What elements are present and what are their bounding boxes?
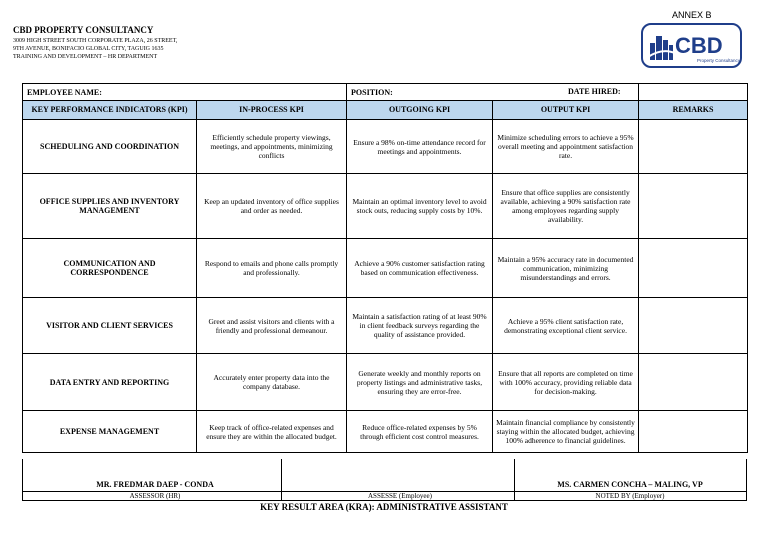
output-kpi: Ensure that all reports are completed on time with 100% accuracy, providing reliable data for decision-making. (493, 354, 639, 411)
company-name: CBD PROPERTY CONSULTANCY (13, 25, 154, 35)
in-process-kpi: Accurately enter property data into the company database. (197, 354, 347, 411)
in-process-kpi: Efficiently schedule property viewings, meetings, and appointments, minimizing conflicts (197, 120, 347, 174)
in-process-kpi: Keep track of office-related expenses and ensure they are within the allocated budget. (197, 411, 347, 453)
sign-frame-right (746, 459, 747, 501)
outgoing-kpi: Ensure a 98% on-time attendance record for meetings and appointments. (347, 120, 493, 174)
remarks-cell[interactable] (639, 120, 748, 174)
header-outgoing: OUTGOING KPI (347, 101, 493, 120)
assessee-role: ASSESSE (Employee) (368, 492, 432, 500)
table-row (23, 298, 748, 354)
output-kpi: Achieve a 95% client satisfaction rate, demonstrating exceptional client service. (493, 298, 639, 354)
noted-by-signature: MS. CARMEN CONCHA – MALING, VP (557, 480, 703, 489)
outgoing-kpi: Achieve a 90% customer satisfaction rating based on communication effectiveness. (347, 239, 493, 298)
outgoing-kpi: Generate weekly and monthly reports on property listings and administrative tasks, ensuring they are error-free. (347, 354, 493, 411)
annex-label: ANNEX B (672, 10, 712, 20)
kpi-category: OFFICE SUPPLIES AND INVENTORY MANAGEMENT (23, 174, 197, 239)
sign-divider-1 (281, 459, 282, 501)
output-kpi: Maintain a 95% accuracy rate in documented communication, minimizing misunderstandings and errors. (493, 239, 639, 298)
assessor-signature: MR. FREDMAR DAEP - CONDA (96, 480, 214, 489)
output-kpi: Minimize scheduling errors to achieve a 95% overall meeting and appointment satisfaction rate. (493, 120, 639, 174)
kpi-category: VISITOR AND CLIENT SERVICES (23, 298, 197, 354)
logo-text: CBD (675, 33, 723, 58)
in-process-kpi: Greet and assist visitors and clients with a friendly and professional demeanour. (197, 298, 347, 354)
remarks-cell[interactable] (639, 411, 748, 453)
table-row (23, 120, 748, 174)
company-address-line2: 9TH AVENUE, BONIFACIO GLOBAL CITY, TAGUIG 1635 (13, 46, 164, 52)
outgoing-kpi: Reduce office-related expenses by 5% through efficient cost control measures. (347, 411, 493, 453)
table-row (23, 354, 748, 411)
header-remarks: REMARKS (639, 101, 748, 120)
table-header-row (23, 101, 748, 120)
kpi-category: SCHEDULING AND COORDINATION (23, 120, 197, 174)
remarks-cell[interactable] (639, 354, 748, 411)
employee-info-row (23, 84, 748, 101)
table-row (23, 239, 748, 298)
in-process-kpi: Keep an updated inventory of office supplies and order as needed. (197, 174, 347, 239)
outgoing-kpi: Maintain an optimal inventory level to avoid stock outs, reducing supply costs by 10%. (347, 174, 493, 239)
noted-by-role: NOTED BY (Employer) (595, 492, 665, 500)
kpi-category: COMMUNICATION AND CORRESPONDENCE (23, 239, 197, 298)
in-process-kpi: Respond to emails and phone calls promptly and professionally. (197, 239, 347, 298)
date-hired-field[interactable] (568, 84, 748, 101)
kpi-category: EXPENSE MANAGEMENT (23, 411, 197, 453)
table-row (23, 411, 748, 453)
header-in-process: IN-PROCESS KPI (197, 101, 347, 120)
sign-divider-2 (514, 459, 515, 501)
remarks-cell[interactable] (639, 174, 748, 239)
logo-tagline: Property Consultancy (697, 58, 741, 63)
company-address-line1: 3009 HIGH STREET SOUTH CORPORATE PLAZA, 26 STREET, (13, 38, 178, 44)
position-field[interactable]: POSITION: (347, 84, 639, 101)
sign-frame-left (22, 459, 23, 501)
outgoing-kpi: Maintain a satisfaction rating of at least 90% in client feedback surveys regarding the quality of assistance provided. (347, 298, 493, 354)
remarks-cell[interactable] (639, 298, 748, 354)
kpi-category: DATA ENTRY AND REPORTING (23, 354, 197, 411)
header-output: OUTPUT KPI (493, 101, 639, 120)
table-row (23, 174, 748, 239)
company-header (13, 26, 177, 61)
kpi-table (22, 83, 748, 453)
cbd-logo (641, 23, 742, 68)
header-kpi: KEY PERFORMANCE INDICATORS (KPI) (23, 101, 197, 120)
output-kpi: Ensure that office supplies are consistently available, achieving a 90% satisfaction rate among employees regarding supply availability. (493, 174, 639, 239)
date-hired-label: DATE HIRED: (568, 87, 621, 96)
kra-title: KEY RESULT AREA (KRA): ADMINISTRATIVE ASSISTANT (260, 502, 508, 512)
employee-name-field[interactable]: EMPLOYEE NAME: (23, 84, 347, 101)
company-department: TRAINING AND DEVELOPMENT – HR DEPARTMENT (13, 54, 158, 60)
assessor-role: ASSESSOR (HR) (129, 492, 181, 500)
output-kpi: Maintain financial compliance by consistently staying within the allocated budget, achieving 100% adherence to financial guidelines. (493, 411, 639, 453)
sign-bottom (22, 500, 747, 501)
remarks-cell[interactable] (639, 239, 748, 298)
